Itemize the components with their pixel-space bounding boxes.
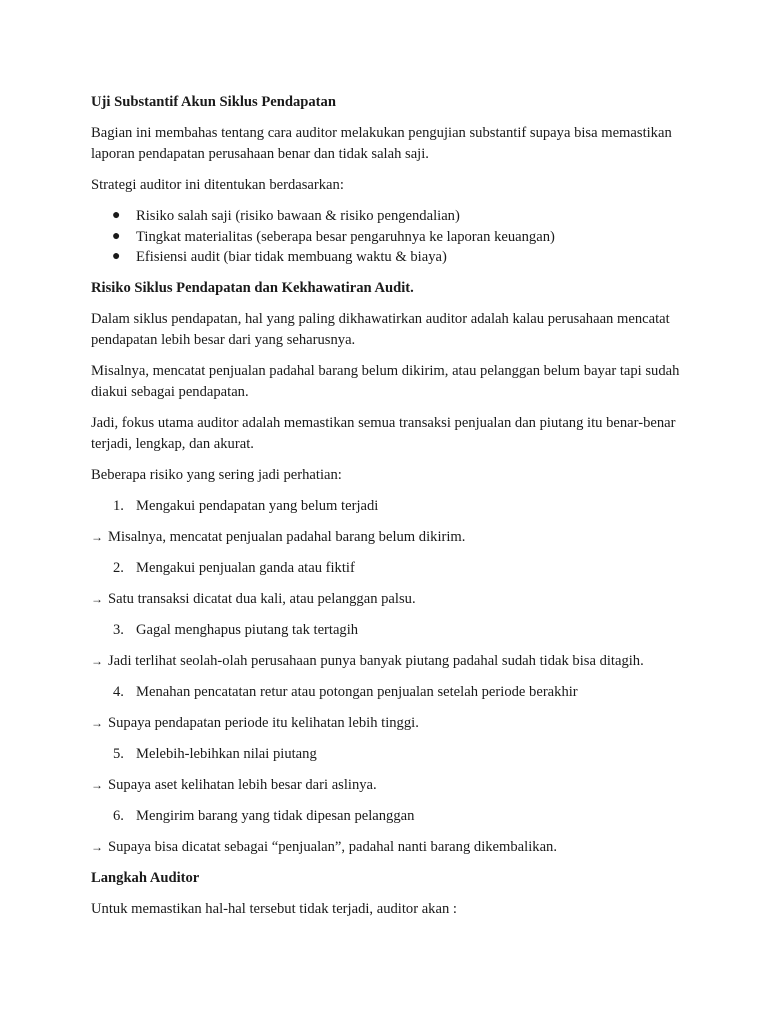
strategy-intro: Strategi auditor ini ditentukan berdasarkan:: [91, 177, 344, 193]
risk-note: → Supaya bisa dicatat sebagai “penjualan”, padahal nanti barang dikembalikan.: [91, 837, 681, 858]
arrow-right-icon: →: [91, 653, 103, 668]
risk-note: → Supaya pendapatan periode itu kelihatan lebih tinggi.: [91, 713, 681, 734]
risk-item: 4. Menahan pencatatan retur atau potongan penjualan setelah periode berakhir: [113, 683, 578, 700]
section2-paragraph-1: Dalam siklus pendapatan, hal yang paling dikhawatirkan auditor adalah kalau perusahaan mencatat pendapatan lebih besar dari yang seharusnya.: [91, 310, 670, 348]
risk-note: → Jadi terlihat seolah-olah perusahaan punya banyak piutang padahal sudah tidak bisa ditagih.: [91, 651, 681, 672]
list-item: ● Tingkat materialitas (seberapa besar pengaruhnya ke laporan keuangan): [91, 227, 681, 248]
section3-paragraph-1: Untuk memastikan hal-hal tersebut tidak terjadi, auditor akan :: [91, 900, 457, 917]
document-title: Uji Substantif Akun Siklus Pendapatan: [91, 94, 336, 110]
intro-paragraph: Bagian ini membahas tentang cara auditor melakukan pengujian substantif supaya bisa memastikan laporan pendapatan perusahaan benar dan tidak salah saji.: [91, 125, 672, 162]
section-heading-langkah: Langkah Auditor: [91, 869, 200, 886]
arrow-right-icon: →: [91, 591, 103, 606]
list-item: ● Efisiensi audit (biar tidak membuang waktu & biaya): [91, 247, 681, 268]
arrow-right-icon: →: [91, 715, 103, 730]
bullet-icon: ●: [112, 249, 121, 264]
risk-note: → Supaya aset kelihatan lebih besar dari aslinya.: [91, 775, 681, 796]
risk-note: → Misalnya, mencatat penjualan padahal barang belum dikirim.: [91, 527, 681, 548]
risk-item: 3. Gagal menghapus piutang tak tertagih: [113, 621, 359, 638]
strategy-list: [91, 206, 681, 268]
risk-item: 1. Mengakui pendapatan yang belum terjadi: [113, 497, 379, 514]
bullet-icon: ●: [112, 228, 121, 244]
risk-item: 5. Melebih-lebihkan nilai piutang: [113, 745, 317, 762]
list-item: ● Risiko salah saji (risiko bawaan & risiko pengendalian): [91, 206, 681, 227]
section2-paragraph-3: Jadi, fokus utama auditor adalah memastikan semua transaksi penjualan dan piutang itu benar-benar terjadi, lengkap, dan akurat.: [91, 414, 676, 452]
risk-item: 2. Mengakui penjualan ganda atau fiktif: [113, 559, 355, 576]
risk-item: 6. Mengirim barang yang tidak dipesan pelanggan: [113, 807, 415, 824]
risk-note: → Satu transaksi dicatat dua kali, atau pelanggan palsu.: [91, 589, 681, 610]
bullet-icon: ●: [112, 208, 121, 223]
arrow-right-icon: →: [91, 777, 103, 792]
arrow-right-icon: →: [91, 839, 103, 854]
section2-paragraph-2: Misalnya, mencatat penjualan padahal barang belum dikirim, atau pelanggan belum bayar tapi sudah diakui sebagai pendapatan.: [91, 362, 680, 400]
section-heading-risiko: Risiko Siklus Pendapatan dan Kekhawatiran Audit.: [91, 279, 414, 296]
document-page: [91, 92, 681, 930]
risks-intro: Beberapa risiko yang sering jadi perhatian:: [91, 466, 342, 483]
arrow-right-icon: →: [91, 529, 103, 544]
